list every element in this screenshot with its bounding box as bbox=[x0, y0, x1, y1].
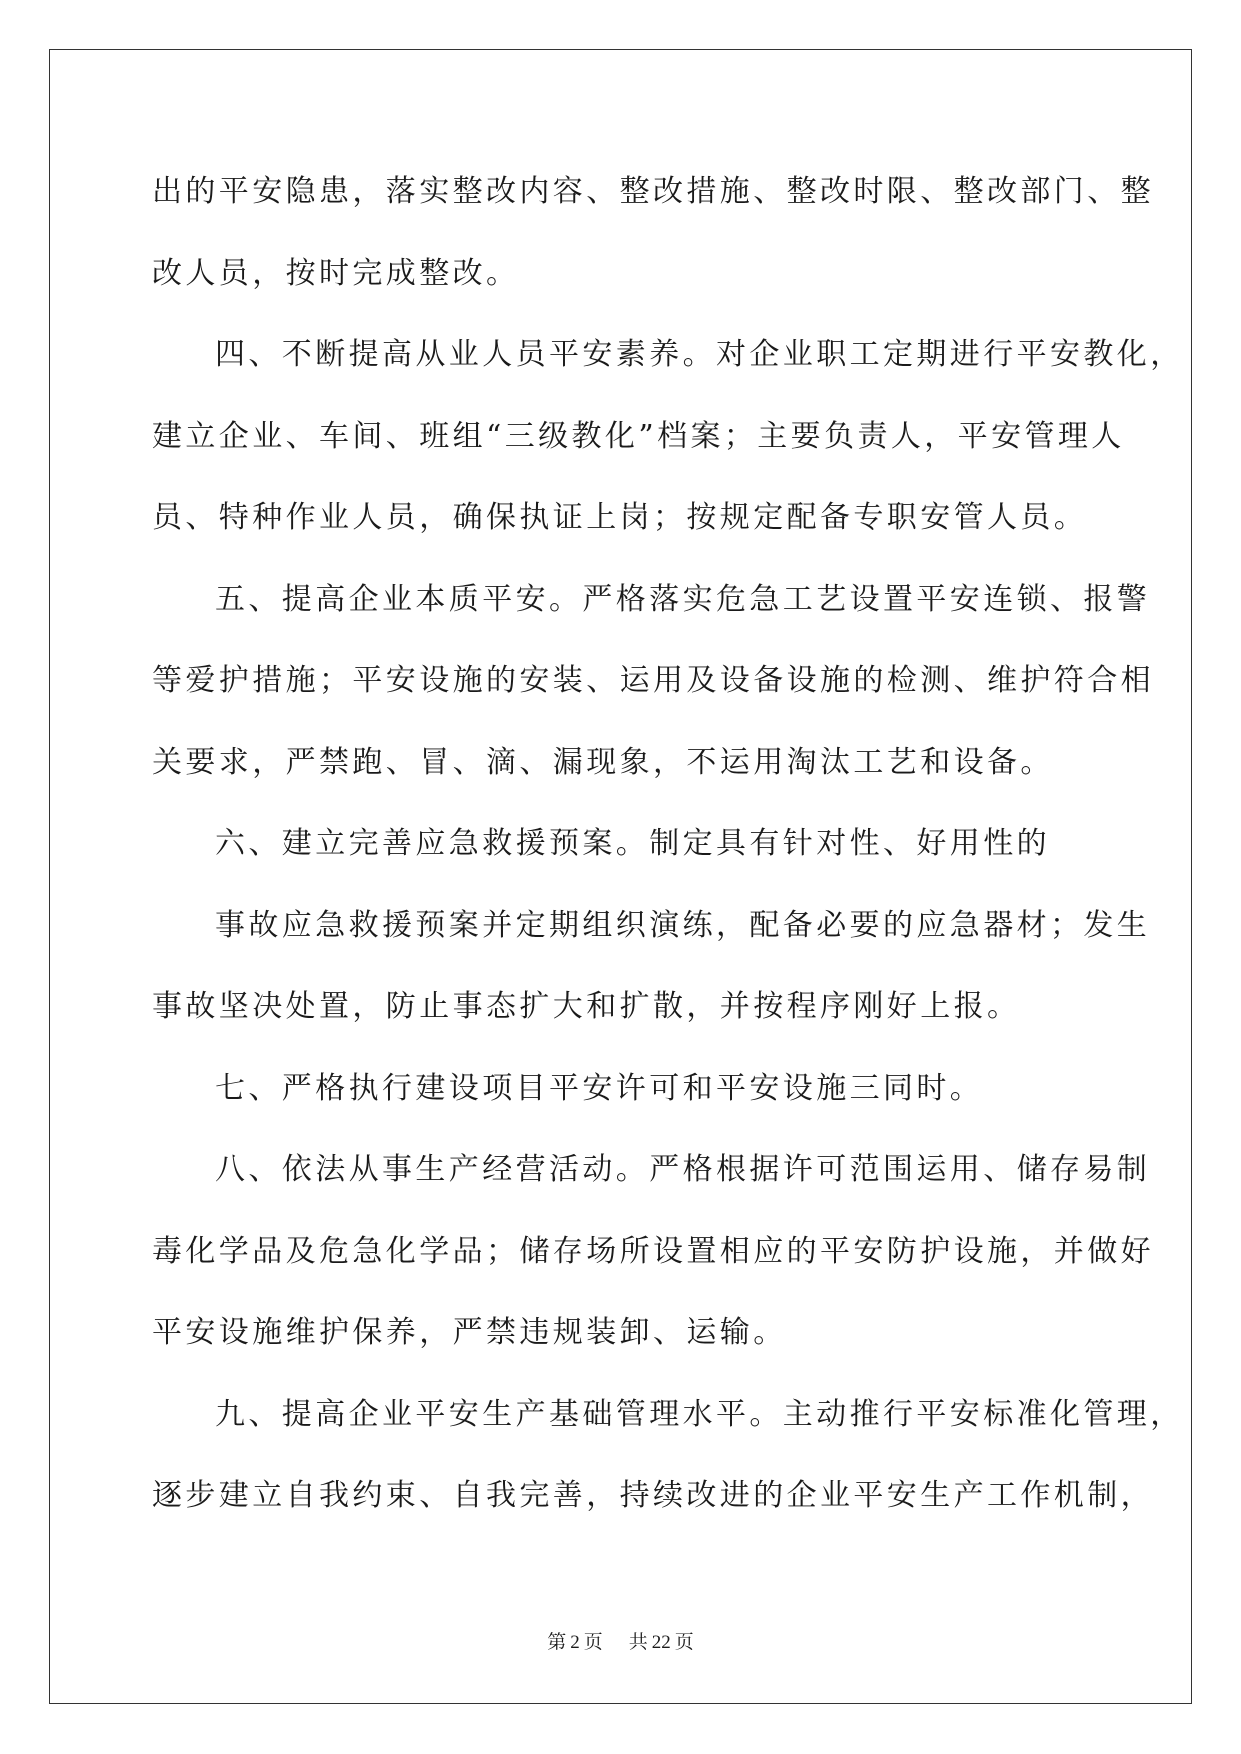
text-line-6: 五、提高企业本质平安。严格落实危急工艺设置平安连锁、报警 bbox=[215, 581, 1151, 617]
text-line-2: 改人员，按时完成整改。 bbox=[152, 255, 520, 291]
page-prefix: 第 bbox=[547, 1632, 567, 1653]
text-line-7: 等爱护措施；平安设施的安装、运用及设备设施的检测、维护符合相 bbox=[152, 663, 1154, 698]
page-footer bbox=[0, 1627, 1241, 1654]
text-line-9: 六、建立完善应急救援预案。制定具有针对性、好用性的 bbox=[215, 826, 1050, 861]
total-suffix: 页 bbox=[674, 1632, 694, 1653]
page-suffix: 页 bbox=[583, 1632, 603, 1653]
document-body bbox=[152, 162, 1184, 1548]
text-line-13: 八、依法从事生产经营活动。严格根据许可范围运用、储存易制 bbox=[215, 1152, 1151, 1187]
text-line-14: 毒化学品及危急化学品；储存场所设置相应的平安防护设施，并做好 bbox=[152, 1233, 1154, 1269]
text-line-3: 四、不断提高从业人员平安素养。对企业职工定期进行平安教化， bbox=[215, 337, 1184, 372]
page-number: 2 bbox=[570, 1632, 580, 1653]
text-line-15: 平安设施维护保养，严禁违规装卸、运输。 bbox=[152, 1315, 787, 1350]
text-line-17: 逐步建立自我约束、自我完善，持续改进的企业平安生产工作机制， bbox=[152, 1478, 1154, 1513]
total-prefix: 共 bbox=[628, 1632, 648, 1653]
text-line-8: 关要求，严禁跑、冒、滴、漏现象，不运用淘汰工艺和设备。 bbox=[152, 744, 1054, 780]
text-line-12: 七、严格执行建设项目平安许可和平安设施三同时。 bbox=[215, 1070, 984, 1106]
total-pages: 22 bbox=[651, 1632, 671, 1653]
text-line-1: 出的平安隐患，落实整改内容、整改措施、整改时限、整改部门、整 bbox=[152, 174, 1154, 209]
text-line-16: 九、提高企业平安生产基础管理水平。主动推行平安标准化管理， bbox=[215, 1396, 1184, 1432]
text-line-4: 建立企业、车间、班组“三级教化”档案；主要负责人，平安管理人 bbox=[152, 418, 1125, 454]
text-line-10: 事故应急救援预案并定期组织演练，配备必要的应急器材；发生 bbox=[215, 907, 1151, 943]
text-line-11: 事故坚决处置，防止事态扩大和扩散，并按程序刚好上报。 bbox=[152, 989, 1021, 1024]
text-line-5: 员、特种作业人员，确保执证上岗；按规定配备专职安管人员。 bbox=[152, 500, 1088, 535]
